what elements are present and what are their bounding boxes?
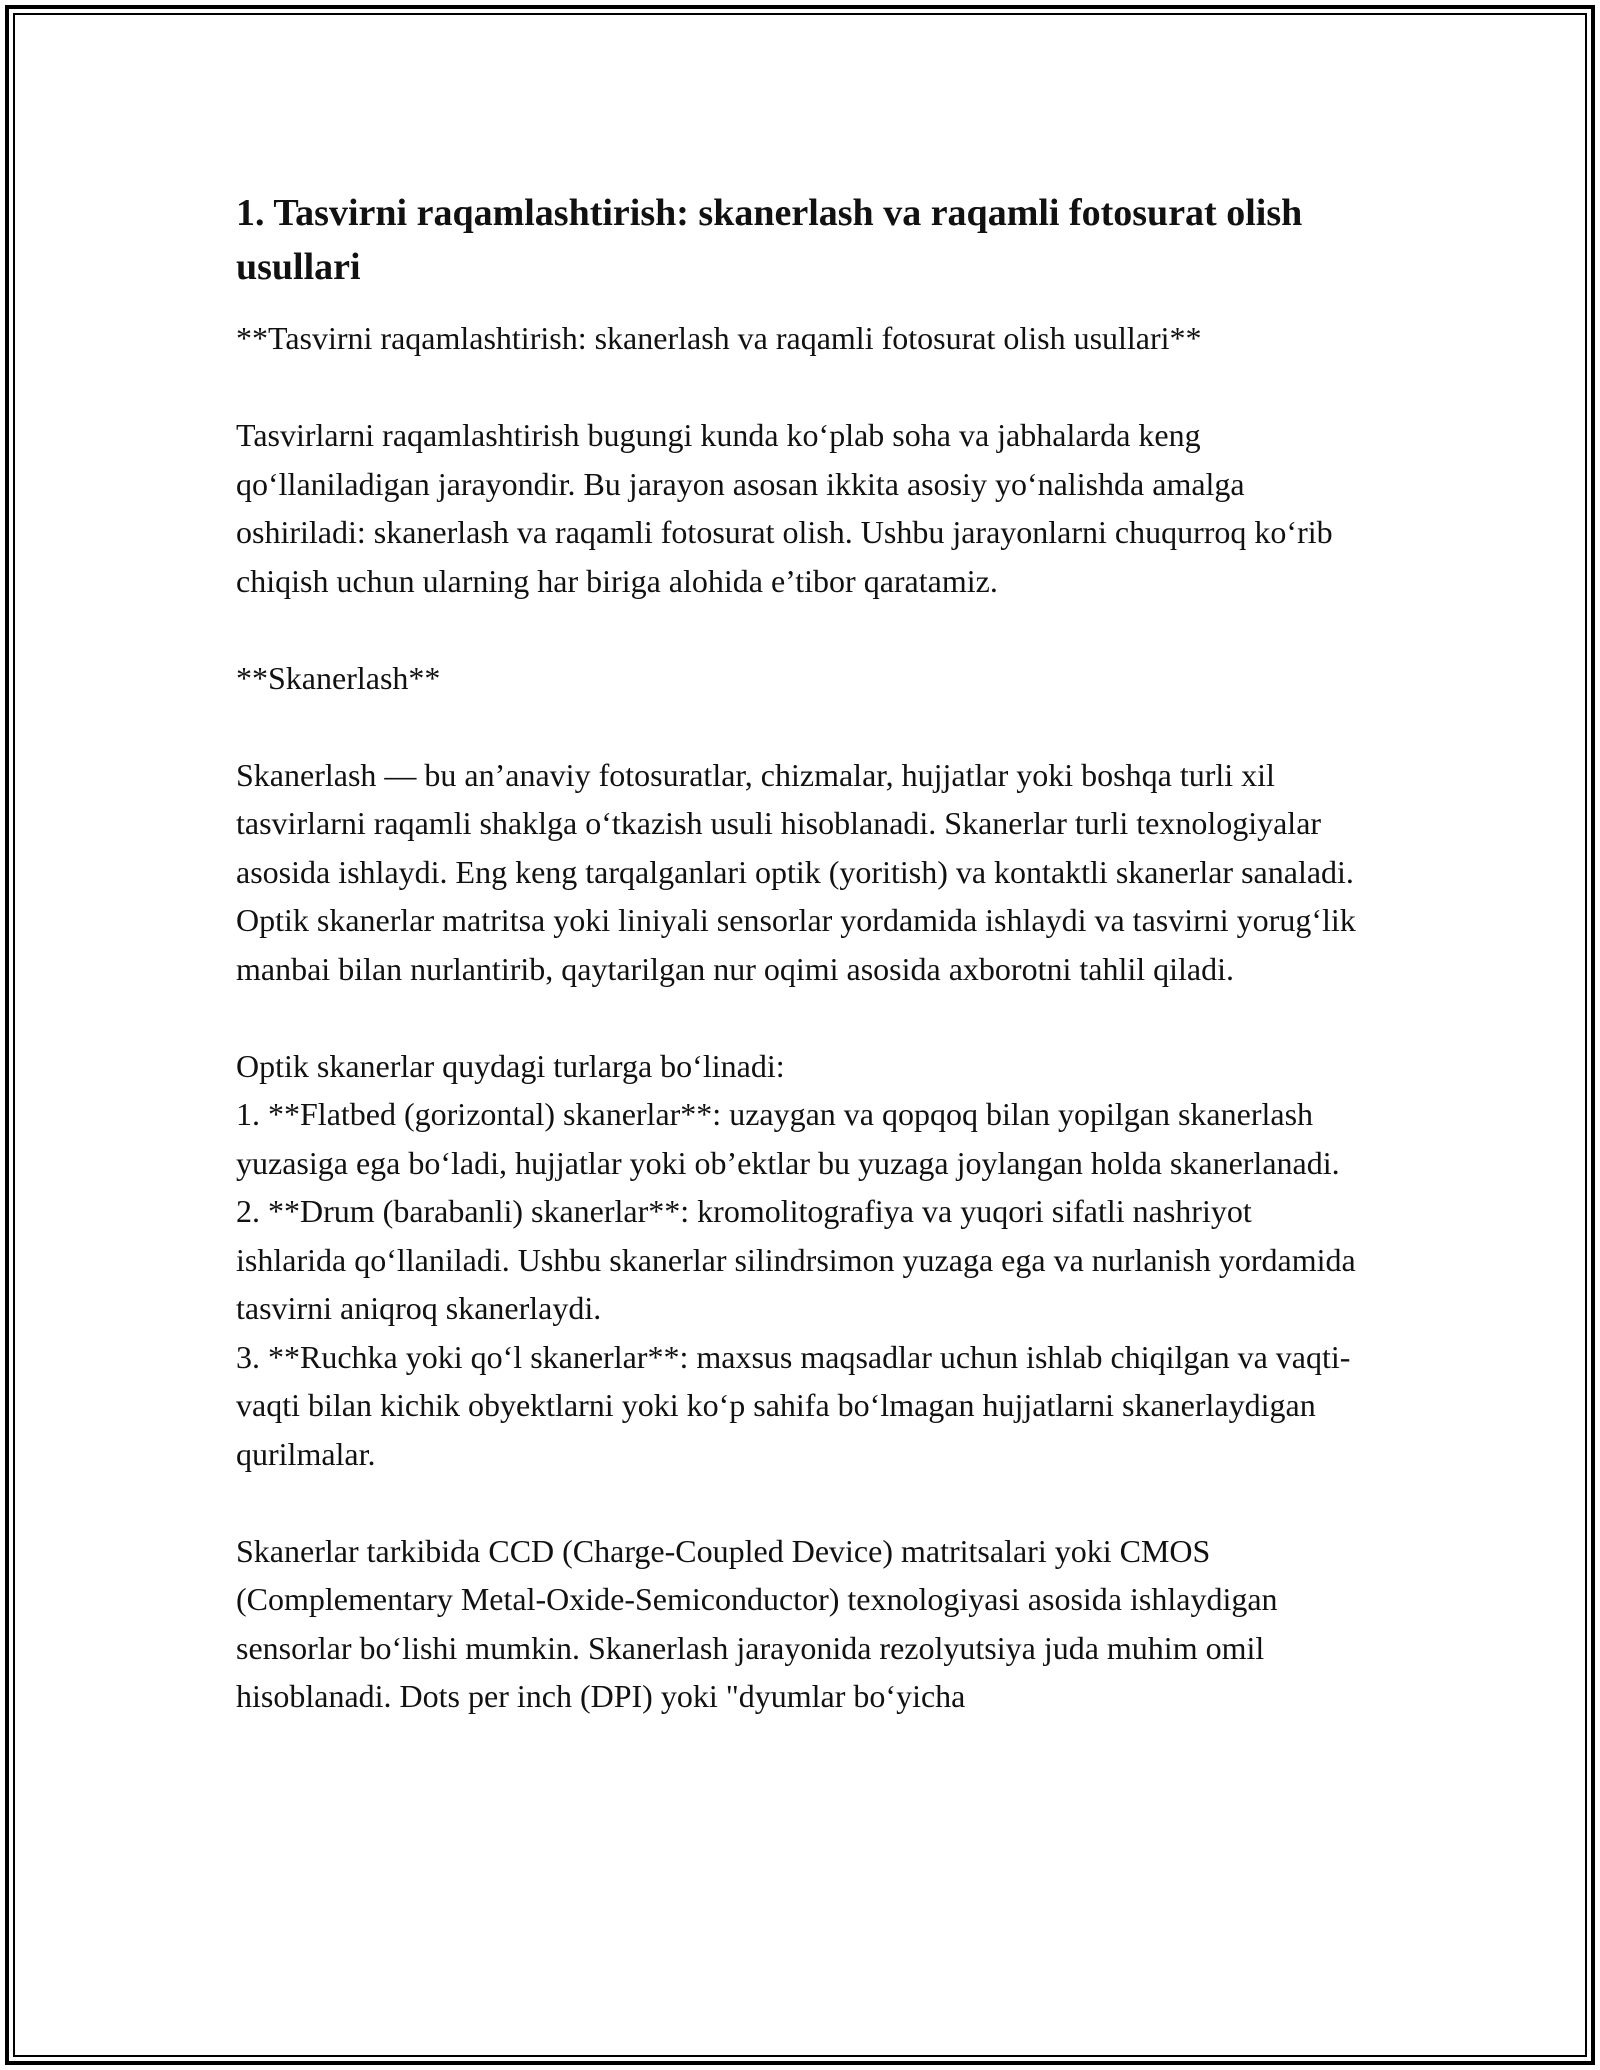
scanning-paragraph: Skanerlash — bu an’anaviy fotosuratlar, chizmalar, hujjatlar yoki boshqa turli xil tasvirlarni raqamli shaklga o‘tkazish usuli hisoblanadi. Skanerlar turli texnologiyalar asosida ishlaydi. Eng keng tarqalganlari optik (yoritish) va kontaktli skanerlar sanaladi. Optik skanerlar matritsa yoki liniyali sensorlar yordamida ishlaydi va tasvirni yorug‘lik manbai bilan nurlantirib, qaytarilgan nur oqimi asosida axborotni tahlil qiladi. <box>236 756 1356 987</box>
paragraph-spacer <box>236 605 1366 654</box>
paragraph-spacer <box>236 1478 1366 1527</box>
list-item: 1. **Flatbed (gorizontal) skanerlar**: uzaygan va qopqoq bilan yopilgan skanerlash yuzasiga ega bo‘ladi, hujjatlar yoki ob’ektlar bu yuzaga joylangan holda skanerlanadi. <box>236 1096 1340 1181</box>
paragraph-spacer <box>236 363 1366 412</box>
document-subtitle: **Tasvirni raqamlashtirish: skanerlash va raqamli fotosurat olish usullari** <box>236 320 1202 356</box>
document-body <box>236 186 1366 1721</box>
document-heading: 1. Tasvirni raqamlashtirish: skanerlash va raqamli fotosurat olish usullari <box>236 192 1303 288</box>
intro-paragraph: Tasvirlarni raqamlashtirish bugungi kunda ko‘plab soha va jabhalarda keng qo‘llaniladigan jarayondir. Bu jarayon asosan ikkita asosiy yo‘nalishda amalga oshiriladi: skanerlash va raqamli fotosurat olish. Ushbu jarayonlarni chuqurroq ko‘rib chiqish uchun ularning har biriga alohida e’tibor qaratamiz. <box>236 417 1333 599</box>
paragraph-spacer <box>236 993 1366 1042</box>
section-heading: **Skanerlash** <box>236 659 441 696</box>
list-item: 2. **Drum (barabanli) skanerlar**: kromolitografiya va yuqori sifatli nashriyot ishlarida qo‘llaniladi. Ushbu skanerlar silindrsimon yuzaga ega va nurlanish yordamida tasvirni aniqroq skanerlaydi. <box>236 1193 1356 1326</box>
paragraph-spacer <box>236 702 1366 751</box>
list-item: 3. **Ruchka yoki qo‘l skanerlar**: maxsus maqsadlar uchun ishlab chiqilgan va vaqti-vaqti bilan kichik obyektlarni yoki ko‘p sahifa bo‘lmagan hujjatlarni skanerlaydigan qurilmalar. <box>236 1338 1351 1472</box>
list-intro: Optik skanerlar quydagi turlarga bo‘linadi: <box>236 1047 785 1084</box>
sensor-paragraph: Skanerlar tarkibida CCD (Charge-Coupled Device) matritsalari yoki CMOS (Complementary Metal-Oxide-Semiconductor) texnologiyasi asosida ishlaydigan sensorlar bo‘lishi mumkin. Skanerlash jarayonida rezolyutsiya juda muhim omil hisoblanadi. Dots per inch (DPI) yoki "dyumlar bo‘yicha <box>236 1532 1278 1714</box>
